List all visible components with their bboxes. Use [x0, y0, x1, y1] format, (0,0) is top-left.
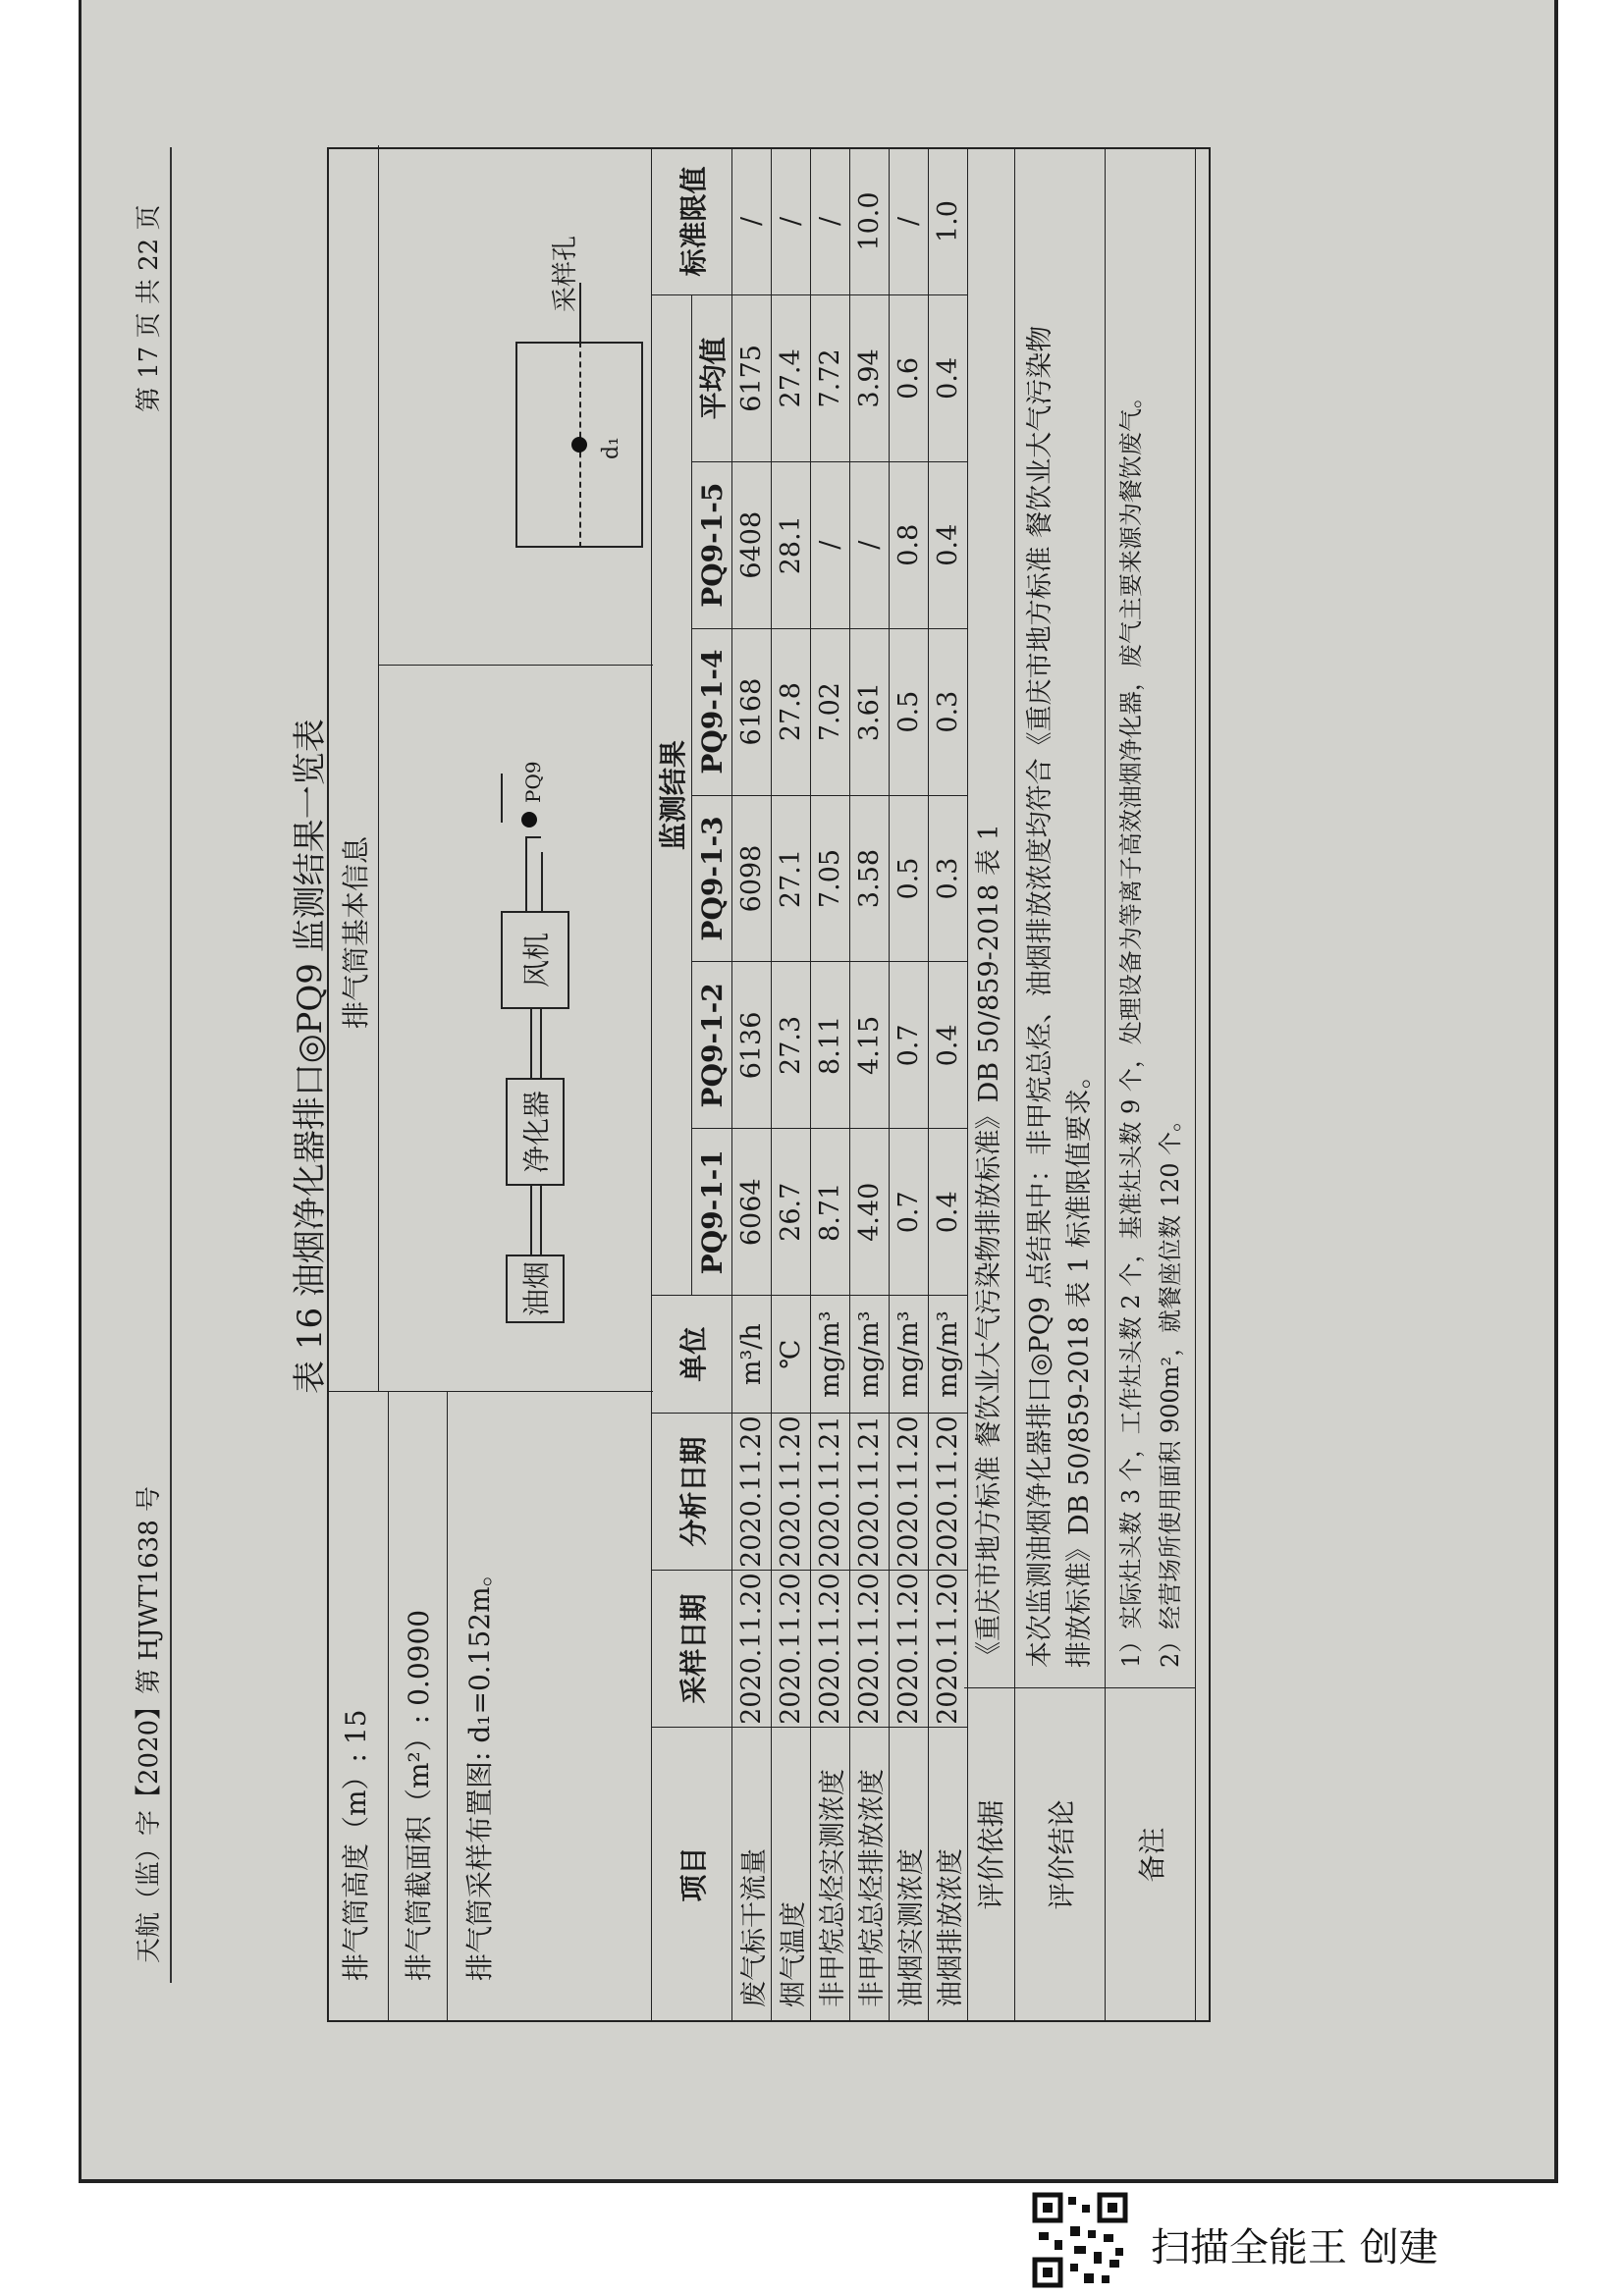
basis-row — [964, 147, 1015, 2022]
cell-v1: 0.7 — [890, 1129, 929, 1296]
cell-v1: 8.71 — [811, 1129, 850, 1296]
cell-v4: 0.3 — [929, 628, 968, 795]
cell-avg: 3.94 — [850, 294, 890, 461]
cell-limit: 10.0 — [850, 148, 890, 295]
header-row-1 — [652, 148, 692, 2022]
sample-hole-label: 采样孔 — [551, 235, 580, 312]
cell-sample-date: 2020.11.20 — [890, 1571, 929, 1728]
duct — [525, 852, 543, 911]
divider — [447, 1392, 448, 2020]
cell-v2: 6136 — [732, 962, 772, 1129]
cell-unit: mg/m³ — [811, 1296, 850, 1414]
divider — [388, 1392, 389, 2020]
cell-v2: 8.11 — [811, 962, 850, 1129]
cell-v1: 6064 — [732, 1129, 772, 1296]
col-results: 监测结果 — [652, 294, 692, 1295]
table-row — [890, 148, 929, 2022]
cell-v3: 7.05 — [811, 795, 850, 962]
cell-v3: 27.1 — [772, 795, 811, 962]
conclusion-label: 评价结论 — [1015, 1687, 1105, 2021]
d1-point — [571, 437, 587, 453]
stack-layout: 排气筒采样布置图: d₁=0.152m。 — [463, 1559, 496, 1981]
purifier-box: 净化器 — [506, 1078, 565, 1186]
cell-v4: 0.5 — [890, 628, 929, 795]
cell-analysis-date: 2020.11.21 — [811, 1414, 850, 1571]
d1-label: d₁ — [599, 437, 623, 459]
oil-fume-box: 油烟 — [506, 1255, 565, 1323]
remarks-line-1: 1）实际灶头数 3 个，工作灶头数 2 个，基准灶头数 9 个，处理设备为等离子高效油烟净化器，废气主要来源为餐饮废气。 — [1117, 385, 1145, 1668]
cell-analysis-date: 2020.11.20 — [772, 1414, 811, 1571]
col-item: 项目 — [652, 1728, 732, 2022]
cell-v4: 7.02 — [811, 628, 850, 795]
duct-elbow — [525, 836, 541, 852]
cell-item: 油烟实测浓度 — [890, 1728, 929, 2022]
cell-unit: mg/m³ — [890, 1296, 929, 1414]
basis-text: 《重庆市地方标准 餐饮业大气污染物排放标准》DB 50/859-2018 表 1 — [974, 824, 1004, 1668]
col-analysis-date: 分析日期 — [652, 1414, 732, 1571]
exhaust-arrow — [501, 774, 503, 823]
col-s3: PQ9-1-3 — [692, 795, 732, 962]
cell-v5: / — [850, 461, 890, 628]
qr-code-icon — [1031, 2191, 1129, 2289]
cell-sample-date: 2020.11.20 — [732, 1571, 772, 1728]
cell-limit: / — [811, 148, 850, 295]
cell-v5: 0.4 — [929, 461, 968, 628]
page-number: 第 17 页 共 22 页 — [135, 204, 164, 412]
cell-analysis-date: 2020.11.20 — [732, 1414, 772, 1571]
col-limit: 标准限值 — [652, 148, 732, 295]
cell-item: 油烟排放浓度 — [929, 1728, 968, 2022]
cell-analysis-date: 2020.11.21 — [850, 1414, 890, 1571]
remarks-line-2: 2）经营场所使用面积 900m²，就餐座位数 120 个。 — [1157, 1107, 1184, 1668]
doc-number: 天航（监）字【2020】第 HJWT1638 号 — [135, 1485, 164, 1963]
table-row — [732, 148, 772, 2022]
stack-height: 排气筒高度（m）: 15 — [340, 1709, 372, 1981]
cell-v5: / — [811, 461, 850, 628]
cell-v4: 6168 — [732, 628, 772, 795]
table-caption: 表 16 油烟净化器排口◎PQ9 监测结果一览表 — [291, 719, 330, 1394]
col-avg: 平均值 — [692, 294, 732, 461]
header-rule — [170, 147, 172, 1983]
cell-limit: / — [772, 148, 811, 295]
results-table — [651, 147, 968, 2022]
conclusion-line-1: 本次监测油烟净化器排口◎PQ9 点结果中：非甲烷总烃、油烟排放浓度均符合《重庆市地方标准 餐饮业大气污染物 — [1025, 325, 1055, 1668]
rotated-page — [81, 0, 1554, 2179]
cell-v2: 4.15 — [850, 962, 890, 1129]
cell-limit: 1.0 — [929, 148, 968, 295]
cell-avg: 7.72 — [811, 294, 850, 461]
divider — [378, 145, 379, 1392]
cell-avg: 6175 — [732, 294, 772, 461]
cell-v3: 0.5 — [890, 795, 929, 962]
connector — [530, 1009, 532, 1078]
cell-v4: 3.61 — [850, 628, 890, 795]
cell-v1: 26.7 — [772, 1129, 811, 1296]
table-row — [772, 148, 811, 2022]
cell-v3: 0.3 — [929, 795, 968, 962]
cell-unit: mg/m³ — [850, 1296, 890, 1414]
table-row — [929, 148, 968, 2022]
fan-box: 风机 — [501, 911, 569, 1009]
cell-unit: m³/h — [732, 1296, 772, 1414]
cell-v5: 6408 — [732, 461, 772, 628]
cell-v2: 27.3 — [772, 962, 811, 1129]
conclusion-line-2: 排放标准》DB 50/859-2018 表 1 标准限值要求。 — [1064, 1062, 1095, 1668]
cell-avg: 0.6 — [890, 294, 929, 461]
connector — [530, 1186, 532, 1255]
conclusion-row — [1015, 147, 1106, 2022]
remarks-row — [1106, 147, 1196, 2022]
col-s5: PQ9-1-5 — [692, 461, 732, 628]
cell-item: 非甲烷总烃实测浓度 — [811, 1728, 850, 2022]
cell-sample-date: 2020.11.20 — [850, 1571, 890, 1728]
stack-area: 排气筒截面积（m²）: 0.0900 — [403, 1609, 435, 1981]
cell-sample-date: 2020.11.20 — [929, 1571, 968, 1728]
cell-v5: 0.8 — [890, 461, 929, 628]
cell-limit: / — [732, 148, 772, 295]
col-sample-date: 采样日期 — [652, 1571, 732, 1728]
cell-item: 废气标干流量 — [732, 1728, 772, 2022]
cell-limit: / — [890, 148, 929, 295]
cell-v3: 3.58 — [850, 795, 890, 962]
sampling-point-dot — [521, 812, 537, 828]
col-s1: PQ9-1-1 — [692, 1129, 732, 1296]
col-unit: 单位 — [652, 1296, 732, 1414]
connector — [540, 1009, 542, 1078]
cell-analysis-date: 2020.11.20 — [890, 1414, 929, 1571]
cell-avg: 27.4 — [772, 294, 811, 461]
scanner-watermark: 扫描全能王 创建 — [1151, 2225, 1438, 2270]
cell-item: 烟气温度 — [772, 1728, 811, 2022]
cell-v2: 0.7 — [890, 962, 929, 1129]
diagram-divider — [378, 665, 653, 666]
cell-analysis-date: 2020.11.20 — [929, 1414, 968, 1571]
connector — [540, 1186, 542, 1255]
cell-item: 非甲烷总烃排放浓度 — [850, 1728, 890, 2022]
section-title: 排气筒基本信息 — [340, 835, 372, 1029]
remarks-label: 备注 — [1106, 1687, 1195, 2021]
cell-v1: 0.4 — [929, 1129, 968, 1296]
cell-v4: 27.8 — [772, 628, 811, 795]
cell-sample-date: 2020.11.20 — [772, 1571, 811, 1728]
cell-avg: 0.4 — [929, 294, 968, 461]
cell-v5: 28.1 — [772, 461, 811, 628]
cell-v3: 6098 — [732, 795, 772, 962]
scanned-page-photo — [79, 0, 1558, 2183]
table-row — [811, 148, 850, 2022]
sampling-point-label: PQ9 — [521, 761, 545, 803]
basis-label: 评价依据 — [964, 1687, 1014, 2021]
cell-unit: mg/m³ — [929, 1296, 968, 1414]
col-s4: PQ9-1-4 — [692, 628, 732, 795]
cell-sample-date: 2020.11.20 — [811, 1571, 850, 1728]
col-s2: PQ9-1-2 — [692, 962, 732, 1129]
cell-unit: ℃ — [772, 1296, 811, 1414]
cell-v2: 0.4 — [929, 962, 968, 1129]
table-row — [850, 148, 890, 2022]
cell-v1: 4.40 — [850, 1129, 890, 1296]
